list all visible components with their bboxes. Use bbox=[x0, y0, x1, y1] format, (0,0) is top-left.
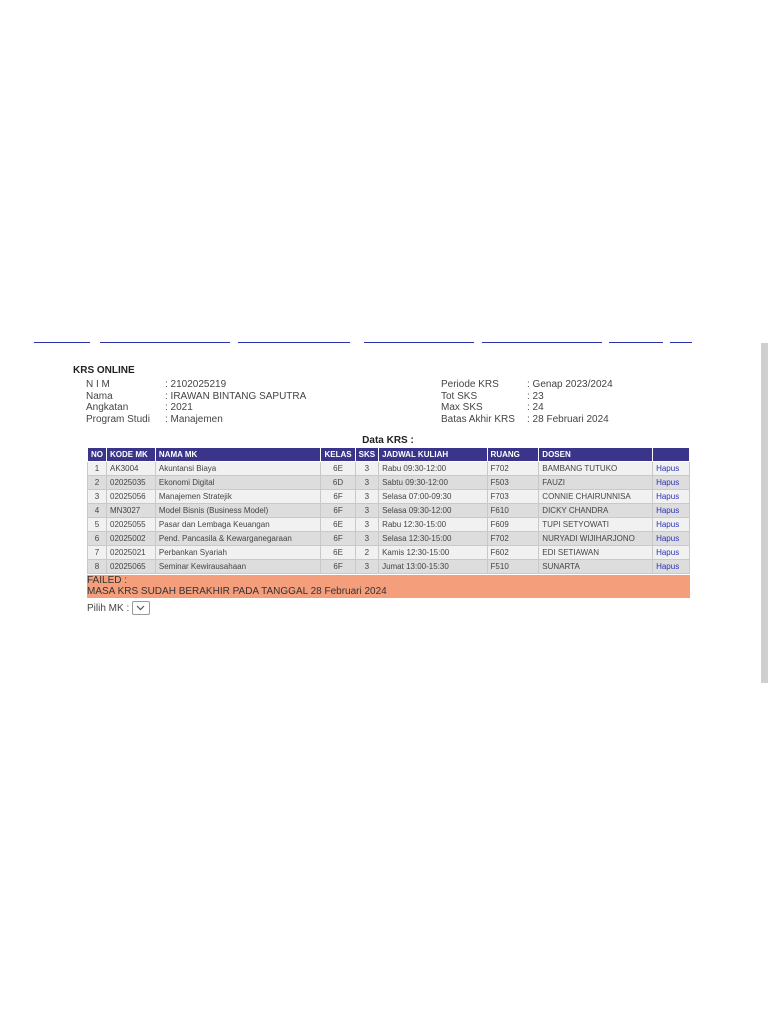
info-label: Angkatan bbox=[86, 402, 129, 413]
info-value: : Genap 2023/2024 bbox=[527, 379, 613, 390]
cell-kode-mk: MN3027 bbox=[107, 504, 156, 518]
col-header-nama-mk: NAMA MK bbox=[155, 448, 321, 462]
cell-nama-mk: Akuntansi Biaya bbox=[155, 462, 321, 476]
hapus-link[interactable]: Hapus bbox=[656, 492, 680, 501]
cell-sks: 3 bbox=[355, 490, 378, 504]
cell-no: 6 bbox=[88, 532, 107, 546]
cell-kelas: 6F bbox=[321, 490, 355, 504]
cell-ruang: F702 bbox=[487, 462, 539, 476]
cell-action bbox=[653, 504, 690, 518]
nav-link[interactable] bbox=[609, 336, 663, 343]
hapus-link[interactable]: Hapus bbox=[656, 534, 680, 543]
cell-kelas: 6D bbox=[321, 476, 355, 490]
cell-no: 7 bbox=[88, 546, 107, 560]
cell-kode-mk: 02025035 bbox=[107, 476, 156, 490]
pilih-mk-row bbox=[87, 601, 150, 615]
cell-jadwal: Sabtu 09:30-12:00 bbox=[379, 476, 487, 490]
cell-kode-mk: 02025065 bbox=[107, 560, 156, 574]
cell-kelas: 6F bbox=[321, 504, 355, 518]
cell-dosen: CONNIE CHAIRUNNISA bbox=[539, 490, 653, 504]
cell-sks: 3 bbox=[355, 504, 378, 518]
cell-kelas: 6E bbox=[321, 462, 355, 476]
cell-kode-mk: 02025021 bbox=[107, 546, 156, 560]
hapus-link[interactable]: Hapus bbox=[656, 464, 680, 473]
cell-dosen: FAUZI bbox=[539, 476, 653, 490]
cell-nama-mk: Pasar dan Lembaga Keuangan bbox=[155, 518, 321, 532]
error-message bbox=[87, 575, 690, 598]
table-row bbox=[88, 546, 690, 560]
cell-nama-mk: Ekonomi Digital bbox=[155, 476, 321, 490]
pilih-mk-select[interactable] bbox=[132, 601, 150, 615]
cell-kode-mk: 02025056 bbox=[107, 490, 156, 504]
col-header-sks: SKS bbox=[355, 448, 378, 462]
col-header-dosen: DOSEN bbox=[539, 448, 653, 462]
table-row bbox=[88, 462, 690, 476]
scrollbar[interactable] bbox=[761, 343, 768, 683]
cell-kode-mk: 02025002 bbox=[107, 532, 156, 546]
error-status: FAILED : bbox=[87, 575, 128, 586]
table-row bbox=[88, 532, 690, 546]
col-header-kelas: KELAS bbox=[321, 448, 355, 462]
nav-link[interactable] bbox=[34, 336, 90, 343]
cell-kelas: 6F bbox=[321, 560, 355, 574]
cell-sks: 3 bbox=[355, 518, 378, 532]
cell-no: 4 bbox=[88, 504, 107, 518]
col-header-action bbox=[653, 448, 690, 462]
table-row bbox=[88, 560, 690, 574]
cell-dosen: TUPI SETYOWATI bbox=[539, 518, 653, 532]
cell-no: 3 bbox=[88, 490, 107, 504]
nav-link[interactable] bbox=[482, 336, 602, 343]
cell-action bbox=[653, 518, 690, 532]
cell-nama-mk: Manajemen Stratejik bbox=[155, 490, 321, 504]
cell-ruang: F702 bbox=[487, 532, 539, 546]
hapus-link[interactable]: Hapus bbox=[656, 506, 680, 515]
cell-ruang: F602 bbox=[487, 546, 539, 560]
cell-action bbox=[653, 546, 690, 560]
cell-sks: 2 bbox=[355, 546, 378, 560]
top-nav-links bbox=[34, 336, 694, 344]
cell-action bbox=[653, 490, 690, 504]
cell-ruang: F609 bbox=[487, 518, 539, 532]
cell-sks: 3 bbox=[355, 462, 378, 476]
info-value: : Manajemen bbox=[165, 413, 223, 425]
cell-dosen: NURYADI WIJIHARJONO bbox=[539, 532, 653, 546]
cell-ruang: F510 bbox=[487, 560, 539, 574]
cell-jadwal: Kamis 12:30-15:00 bbox=[379, 546, 487, 560]
cell-dosen: BAMBANG TUTUKO bbox=[539, 462, 653, 476]
cell-jadwal: Selasa 09:30-12:00 bbox=[379, 504, 487, 518]
hapus-link[interactable]: Hapus bbox=[656, 548, 680, 557]
nav-link[interactable] bbox=[670, 336, 692, 343]
col-header-kode-mk: KODE MK bbox=[107, 448, 156, 462]
chevron-down-icon bbox=[136, 605, 145, 611]
cell-no: 2 bbox=[88, 476, 107, 490]
nav-link[interactable] bbox=[238, 336, 350, 343]
table-title: Data KRS : bbox=[362, 435, 414, 446]
col-header-ruang: RUANG bbox=[487, 448, 539, 462]
cell-sks: 3 bbox=[355, 532, 378, 546]
cell-dosen: SUNARTA bbox=[539, 560, 653, 574]
info-label: Program Studi bbox=[86, 413, 150, 425]
cell-kelas: 6E bbox=[321, 518, 355, 532]
info-value: : 2021 bbox=[165, 402, 193, 413]
cell-jadwal: Rabu 09:30-12:00 bbox=[379, 462, 487, 476]
hapus-link[interactable]: Hapus bbox=[656, 562, 680, 571]
cell-action bbox=[653, 476, 690, 490]
cell-sks: 3 bbox=[355, 560, 378, 574]
info-value: : 24 bbox=[527, 402, 544, 413]
cell-no: 1 bbox=[88, 462, 107, 476]
info-label: Periode KRS bbox=[441, 379, 499, 390]
info-value: : 28 Februari 2024 bbox=[527, 413, 609, 425]
hapus-link[interactable]: Hapus bbox=[656, 520, 680, 529]
info-label: Tot SKS bbox=[441, 390, 478, 402]
cell-dosen: DICKY CHANDRA bbox=[539, 504, 653, 518]
cell-nama-mk: Pend. Pancasila & Kewarganegaraan bbox=[155, 532, 321, 546]
col-header-jadwal: JADWAL KULIAH bbox=[379, 448, 487, 462]
info-label: Max SKS bbox=[441, 402, 483, 413]
table-row bbox=[88, 504, 690, 518]
cell-action bbox=[653, 532, 690, 546]
cell-nama-mk: Perbankan Syariah bbox=[155, 546, 321, 560]
cell-no: 8 bbox=[88, 560, 107, 574]
cell-no: 5 bbox=[88, 518, 107, 532]
info-label: N I M bbox=[86, 379, 110, 390]
cell-nama-mk: Seminar Kewirausahaan bbox=[155, 560, 321, 574]
hapus-link[interactable]: Hapus bbox=[656, 478, 680, 487]
info-value: : 2102025219 bbox=[165, 379, 227, 390]
cell-ruang: F703 bbox=[487, 490, 539, 504]
table-row bbox=[88, 490, 690, 504]
info-label: Batas Akhir KRS bbox=[441, 413, 515, 425]
table-row bbox=[88, 518, 690, 532]
pilih-mk-label: Pilih MK : bbox=[87, 602, 130, 614]
krs-table bbox=[87, 447, 690, 574]
page-title: KRS ONLINE bbox=[73, 365, 135, 376]
nav-link[interactable] bbox=[364, 336, 474, 343]
cell-jadwal: Selasa 07:00-09:30 bbox=[379, 490, 487, 504]
cell-nama-mk: Model Bisnis (Business Model) bbox=[155, 504, 321, 518]
cell-kode-mk: AK3004 bbox=[107, 462, 156, 476]
info-value: : IRAWAN BINTANG SAPUTRA bbox=[165, 390, 307, 402]
table-row bbox=[88, 476, 690, 490]
cell-kelas: 6E bbox=[321, 546, 355, 560]
cell-dosen: EDI SETIAWAN bbox=[539, 546, 653, 560]
cell-ruang: F610 bbox=[487, 504, 539, 518]
cell-action bbox=[653, 560, 690, 574]
cell-ruang: F503 bbox=[487, 476, 539, 490]
cell-jadwal: Jumat 13:00-15:30 bbox=[379, 560, 487, 574]
krs-panel bbox=[73, 365, 693, 614]
nav-link[interactable] bbox=[100, 336, 230, 343]
cell-kode-mk: 02025055 bbox=[107, 518, 156, 532]
info-label: Nama bbox=[86, 390, 113, 402]
col-header-no: NO bbox=[88, 448, 107, 462]
error-text: MASA KRS SUDAH BERAKHIR PADA TANGGAL 28 Februari 2024 bbox=[87, 585, 387, 597]
cell-jadwal: Selasa 12:30-15:00 bbox=[379, 532, 487, 546]
cell-action bbox=[653, 462, 690, 476]
table-header-row bbox=[88, 448, 690, 462]
cell-jadwal: Rabu 12:30-15:00 bbox=[379, 518, 487, 532]
cell-kelas: 6F bbox=[321, 532, 355, 546]
info-value: : 23 bbox=[527, 390, 544, 402]
cell-sks: 3 bbox=[355, 476, 378, 490]
